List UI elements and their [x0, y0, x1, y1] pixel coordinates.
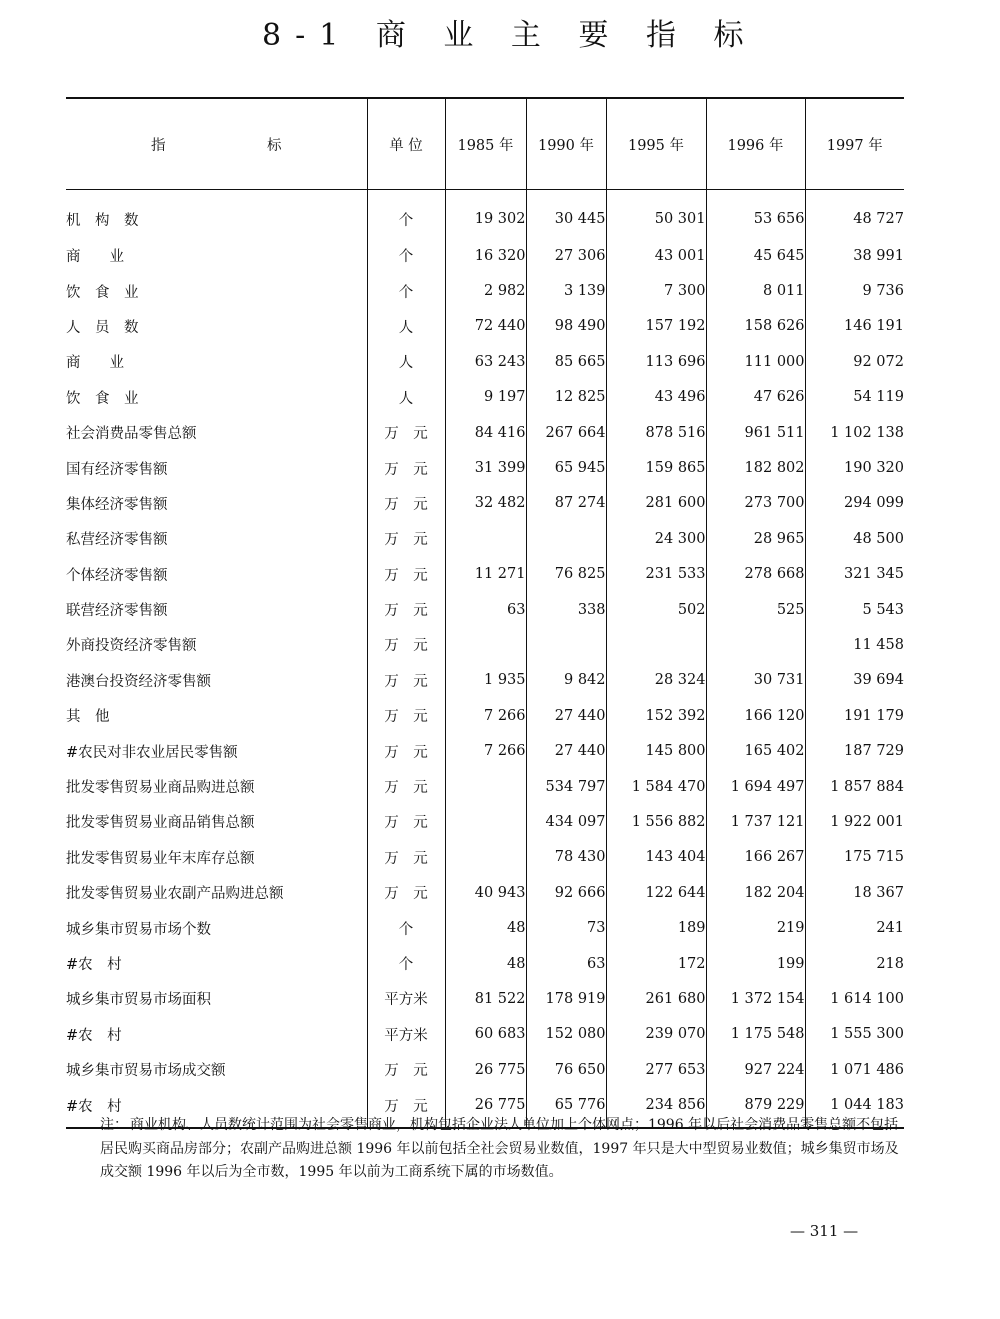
row-value: 338 [526, 592, 606, 627]
row-unit: 个 [367, 910, 445, 945]
row-value: 87 274 [526, 486, 606, 521]
row-value: 9 197 [445, 380, 526, 415]
row-value: 178 919 [526, 981, 606, 1016]
row-value: 27 440 [526, 698, 606, 733]
row-value: 43 496 [606, 380, 706, 415]
table-row [66, 698, 904, 733]
table-row [66, 273, 904, 308]
header-1990: 1990 年 [526, 98, 606, 190]
row-indicator: 联营经济零售额 [66, 603, 168, 620]
row-value: 26 775 [445, 1052, 526, 1087]
row-value: 11 271 [445, 557, 526, 592]
row-value: 8 011 [706, 273, 805, 308]
row-value: 199 [706, 946, 805, 981]
table-header-row [66, 98, 904, 190]
row-value: 38 991 [805, 238, 904, 273]
table-row [66, 380, 904, 415]
row-indicator: #农 村 [66, 1027, 122, 1044]
row-indicator: 其 他 [66, 709, 110, 726]
row-value: 7 266 [445, 698, 526, 733]
row-unit: 万 元 [367, 486, 445, 521]
row-indicator: 批发零售贸易业农副产品购进总额 [66, 886, 284, 903]
row-value: 1 857 884 [805, 769, 904, 804]
row-value: 11 458 [805, 627, 904, 662]
row-value: 234 856 [606, 1087, 706, 1127]
header-1985: 1985 年 [445, 98, 526, 190]
row-value [445, 769, 526, 804]
row-value: 27 440 [526, 733, 606, 768]
page-title: 8-1 商 业 主 要 指 标 [262, 18, 758, 53]
row-value: 534 797 [526, 769, 606, 804]
row-indicator: 城乡集市贸易市场成交额 [66, 1063, 226, 1080]
row-value: 48 727 [805, 190, 904, 239]
row-unit: 万 元 [367, 769, 445, 804]
row-value [445, 804, 526, 839]
row-unit: 万 元 [367, 592, 445, 627]
row-value: 182 204 [706, 875, 805, 910]
footnote [100, 1114, 908, 1185]
row-value: 9 842 [526, 663, 606, 698]
row-value: 1 555 300 [805, 1017, 904, 1052]
row-value: 3 139 [526, 273, 606, 308]
row-indicator: 社会消费品零售总额 [66, 426, 197, 443]
row-indicator: 集体经济零售额 [66, 496, 168, 513]
row-value: 878 516 [606, 415, 706, 450]
row-value: 76 825 [526, 557, 606, 592]
row-value: 7 300 [606, 273, 706, 308]
table-row [66, 910, 904, 945]
row-value: 9 736 [805, 273, 904, 308]
row-value: 879 229 [706, 1087, 805, 1127]
row-value: 1 614 100 [805, 981, 904, 1016]
row-value: 2 982 [445, 273, 526, 308]
header-1997: 1997 年 [805, 98, 904, 190]
header-1995: 1995 年 [606, 98, 706, 190]
row-value: 278 668 [706, 557, 805, 592]
row-indicator: 机 构 数 [66, 212, 139, 229]
row-value: 219 [706, 910, 805, 945]
row-indicator: 商 业 [66, 355, 124, 372]
row-value: 1 922 001 [805, 804, 904, 839]
table-row [66, 733, 904, 768]
row-value [526, 521, 606, 556]
row-unit: 万 元 [367, 804, 445, 839]
page-number: — 311 — [790, 1222, 859, 1240]
row-indicator: 批发零售贸易业商品销售总额 [66, 815, 255, 832]
table-row [66, 946, 904, 981]
row-value: 78 430 [526, 840, 606, 875]
row-value: 927 224 [706, 1052, 805, 1087]
row-value: 294 099 [805, 486, 904, 521]
row-value: 26 775 [445, 1087, 526, 1127]
row-indicator: 商 业 [66, 249, 124, 266]
row-value: 63 [526, 946, 606, 981]
row-value: 12 825 [526, 380, 606, 415]
row-indicator: 国有经济零售额 [66, 461, 168, 478]
row-indicator: #农 村 [66, 1098, 122, 1115]
row-value: 1 175 548 [706, 1017, 805, 1052]
row-value: 81 522 [445, 981, 526, 1016]
row-indicator: 私营经济零售额 [66, 532, 168, 549]
row-unit: 万 元 [367, 840, 445, 875]
row-unit: 人 [367, 309, 445, 344]
row-unit: 万 元 [367, 557, 445, 592]
table-row [66, 840, 904, 875]
row-value: 159 865 [606, 450, 706, 485]
row-value: 65 945 [526, 450, 606, 485]
row-value: 85 665 [526, 344, 606, 379]
row-value: 277 653 [606, 1052, 706, 1087]
row-value [706, 627, 805, 662]
row-unit: 万 元 [367, 663, 445, 698]
table-row [66, 415, 904, 450]
row-value: 31 399 [445, 450, 526, 485]
row-value: 50 301 [606, 190, 706, 239]
row-indicator: 人 员 数 [66, 319, 139, 336]
row-value: 158 626 [706, 309, 805, 344]
row-value: 434 097 [526, 804, 606, 839]
row-unit: 万 元 [367, 415, 445, 450]
table-row [66, 1052, 904, 1087]
row-value [445, 521, 526, 556]
indicator-table [66, 97, 904, 1129]
row-value: 172 [606, 946, 706, 981]
row-value: 48 [445, 910, 526, 945]
row-value: 5 543 [805, 592, 904, 627]
row-value: 7 266 [445, 733, 526, 768]
row-value: 190 320 [805, 450, 904, 485]
row-value: 166 267 [706, 840, 805, 875]
row-value: 19 302 [445, 190, 526, 239]
table-body [66, 190, 904, 1128]
row-value: 152 080 [526, 1017, 606, 1052]
row-value: 48 [445, 946, 526, 981]
row-value: 111 000 [706, 344, 805, 379]
row-value: 157 192 [606, 309, 706, 344]
row-indicator: 城乡集市贸易市场个数 [66, 921, 211, 938]
row-indicator: 城乡集市贸易市场面积 [66, 992, 211, 1009]
row-value: 273 700 [706, 486, 805, 521]
row-value: 73 [526, 910, 606, 945]
table-row [66, 344, 904, 379]
row-unit: 个 [367, 273, 445, 308]
row-unit: 万 元 [367, 450, 445, 485]
row-unit: 万 元 [367, 1087, 445, 1127]
table-row [66, 450, 904, 485]
row-value: 39 694 [805, 663, 904, 698]
footnote-text: 商业机构、人员数统计范围为社会零售商业，机构包括企业法人单位加上个体网点；1996 年以后社会消费品零售总额不包括居民购买商品房部分；农副产品购进总额 1996 年以前包括全社会贸易业数值，1997 年只是大中型贸易业数值；城乡集贸市场及成交额 1996 年以后为全市数，1995 年以前为工商系统下属的市场数值。 [100, 1117, 899, 1180]
row-value: 43 001 [606, 238, 706, 273]
row-value [445, 840, 526, 875]
row-value: 191 179 [805, 698, 904, 733]
row-value: 92 666 [526, 875, 606, 910]
row-value: 1 071 486 [805, 1052, 904, 1087]
row-value: 146 191 [805, 309, 904, 344]
row-value: 48 500 [805, 521, 904, 556]
row-value: 72 440 [445, 309, 526, 344]
row-value: 28 324 [606, 663, 706, 698]
row-unit: 人 [367, 344, 445, 379]
row-value: 166 120 [706, 698, 805, 733]
row-value: 1 102 138 [805, 415, 904, 450]
row-value: 961 511 [706, 415, 805, 450]
row-value: 45 645 [706, 238, 805, 273]
row-value: 122 644 [606, 875, 706, 910]
row-value: 1 935 [445, 663, 526, 698]
row-indicator: #农 村 [66, 957, 122, 973]
row-value: 281 600 [606, 486, 706, 521]
row-value: 30 731 [706, 663, 805, 698]
row-value: 1 737 121 [706, 804, 805, 839]
footnote-label: 注： [100, 1117, 128, 1133]
row-value: 1 556 882 [606, 804, 706, 839]
row-value: 30 445 [526, 190, 606, 239]
table-row [66, 981, 904, 1016]
row-value: 189 [606, 910, 706, 945]
row-value: 113 696 [606, 344, 706, 379]
row-value: 24 300 [606, 521, 706, 556]
row-value: 65 776 [526, 1087, 606, 1127]
row-value: 321 345 [805, 557, 904, 592]
row-value: 76 650 [526, 1052, 606, 1087]
row-value: 525 [706, 592, 805, 627]
row-indicator: 港澳台投资经济零售额 [66, 673, 211, 690]
row-value: 63 [445, 592, 526, 627]
table-row [66, 486, 904, 521]
row-value: 182 802 [706, 450, 805, 485]
row-value: 16 320 [445, 238, 526, 273]
row-unit: 万 元 [367, 521, 445, 556]
table-row [66, 309, 904, 344]
table-row [66, 1017, 904, 1052]
row-value: 32 482 [445, 486, 526, 521]
row-value: 63 243 [445, 344, 526, 379]
row-indicator: 批发零售贸易业年末库存总额 [66, 850, 255, 867]
header-1996: 1996 年 [706, 98, 805, 190]
row-indicator: 个体经济零售额 [66, 567, 168, 584]
row-value: 241 [805, 910, 904, 945]
row-value: 47 626 [706, 380, 805, 415]
header-unit: 单 位 [367, 98, 445, 190]
row-value: 218 [805, 946, 904, 981]
table-row [66, 875, 904, 910]
row-value: 152 392 [606, 698, 706, 733]
row-unit: 万 元 [367, 627, 445, 662]
row-value: 60 683 [445, 1017, 526, 1052]
row-unit: 万 元 [367, 875, 445, 910]
row-unit: 人 [367, 380, 445, 415]
row-indicator: 批发零售贸易业商品购进总额 [66, 780, 255, 797]
row-unit: 万 元 [367, 733, 445, 768]
row-value: 165 402 [706, 733, 805, 768]
row-value: 267 664 [526, 415, 606, 450]
row-unit: 个 [367, 238, 445, 273]
row-value: 1 372 154 [706, 981, 805, 1016]
row-value: 261 680 [606, 981, 706, 1016]
table-row [66, 557, 904, 592]
table-row [66, 238, 904, 273]
row-value: 27 306 [526, 238, 606, 273]
row-indicator: 饮 食 业 [66, 390, 139, 407]
row-value: 187 729 [805, 733, 904, 768]
row-value: 28 965 [706, 521, 805, 556]
row-value: 502 [606, 592, 706, 627]
row-value: 53 656 [706, 190, 805, 239]
row-unit: 平方米 [367, 1017, 445, 1052]
row-value [526, 627, 606, 662]
table-row [66, 521, 904, 556]
row-value: 18 367 [805, 875, 904, 910]
row-unit: 个 [367, 946, 445, 981]
row-indicator: #农民对非农业居民零售额 [66, 744, 238, 761]
row-value: 40 943 [445, 875, 526, 910]
row-unit: 万 元 [367, 1052, 445, 1087]
row-value: 1 584 470 [606, 769, 706, 804]
row-indicator: 饮 食 业 [66, 284, 139, 301]
row-value: 1 044 183 [805, 1087, 904, 1127]
row-value: 1 694 497 [706, 769, 805, 804]
row-unit: 万 元 [367, 698, 445, 733]
row-value: 98 490 [526, 309, 606, 344]
table-row [66, 769, 904, 804]
table-row [66, 663, 904, 698]
header-indicator: 指 标 [66, 98, 367, 190]
row-unit: 平方米 [367, 981, 445, 1016]
row-unit: 个 [367, 190, 445, 239]
row-value: 145 800 [606, 733, 706, 768]
table-row [66, 190, 904, 239]
row-value: 143 404 [606, 840, 706, 875]
row-value: 239 070 [606, 1017, 706, 1052]
row-value: 54 119 [805, 380, 904, 415]
table-row [66, 804, 904, 839]
row-value [445, 627, 526, 662]
table-row [66, 592, 904, 627]
row-value [606, 627, 706, 662]
row-value: 231 533 [606, 557, 706, 592]
table-row [66, 627, 904, 662]
row-value: 175 715 [805, 840, 904, 875]
row-indicator: 外商投资经济零售额 [66, 638, 197, 655]
row-value: 92 072 [805, 344, 904, 379]
row-value: 84 416 [445, 415, 526, 450]
